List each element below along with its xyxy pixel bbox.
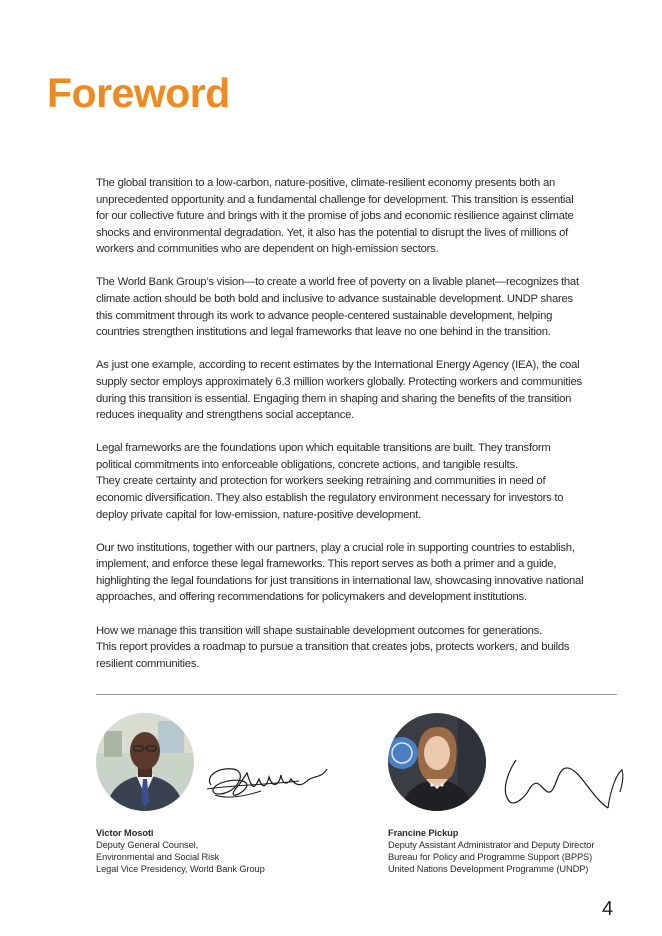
signatory-title-line: Legal Vice Presidency, World Bank Group: [96, 864, 265, 874]
paragraph-line: this commitment through its work to advance people-centered sustainable development, helping: [96, 309, 553, 322]
paragraph-line: They create certainty and protection for workers seeking retraining and communities in need of: [96, 475, 546, 488]
page-number: 4: [602, 898, 614, 920]
paragraph-line: countries strengthen institutions and legal frameworks that leave no one behind in the transition.: [96, 326, 551, 339]
signatory-name: Victor Mosoti: [96, 828, 154, 838]
paragraph-6: [96, 623, 620, 673]
paragraph-line: The global transition to a low-carbon, nature-positive, climate-resilient economy presents both an: [96, 177, 556, 189]
paragraph-line: shocks and environmental degradation. Yet, it also has the potential to disrupt the lives of millions of: [96, 226, 568, 239]
signatory-name: Francine Pickup: [388, 828, 459, 838]
section-divider: [96, 694, 617, 695]
paragraph-line: deploy private capital for low-emission, nature-positive development.: [96, 508, 421, 521]
victor-mosoti-portrait: [96, 713, 194, 811]
francine-pickup-portrait: [388, 713, 486, 811]
paragraph-line: This report provides a roadmap to pursue a transition that creates jobs, protects workers, and builds: [96, 641, 570, 654]
paragraph-line: Legal frameworks are the foundations upon which equitable transitions are built. They transform: [96, 442, 551, 455]
paragraph-line: implement, and enforce these legal frameworks. This report serves as both a primer and a guide,: [96, 558, 557, 571]
paragraph-line: reduces inequality and strengthens social acceptance.: [96, 409, 355, 422]
paragraph-line: How we manage this transition will shape sustainable development outcomes for generations.: [96, 624, 542, 637]
paragraph-line: political commitments into enforceable obligations, concrete actions, and tangible results.: [96, 458, 518, 471]
paragraph-1: [96, 175, 620, 258]
signatory-francine-pickup: [388, 827, 594, 875]
signatory-title-line: Deputy Assistant Administrator and Deputy Director: [388, 840, 595, 850]
page-title: Foreword: [47, 70, 230, 116]
paragraph-line: for our collective future and brings with it the promise of jobs and economic resilience against climate: [96, 210, 574, 223]
paragraph-line: climate action should be both bold and inclusive to advance sustainable development. UNDP shares: [96, 293, 573, 306]
paragraph-3: [96, 357, 620, 423]
paragraph-2: [96, 274, 620, 340]
victor-mosoti-signature: [203, 755, 335, 805]
paragraph-line: workers and communities who are dependent on high-emission sectors.: [96, 243, 439, 256]
signatory-title-line: Environmental and Social Risk: [96, 852, 220, 862]
paragraph-5: [96, 540, 620, 606]
paragraph-line: during this transition is essential. Engaging them in shaping and sharing the benefits of the transition: [96, 392, 572, 405]
francine-pickup-signature: [498, 752, 628, 812]
foreword-body: [96, 175, 620, 689]
paragraph-line: highlighting the legal foundations for just transitions in international law, showcasing innovative national: [96, 574, 584, 587]
paragraph-line: As just one example, according to recent estimates by the International Energy Agency (IEA), the coal: [96, 359, 580, 372]
paragraph-line: supply sector employs approximately 6.3 million workers globally. Protecting workers and communities: [96, 375, 582, 388]
paragraph-line: The World Bank Group’s vision—to create a world free of poverty on a livable planet—recognizes that: [96, 276, 579, 289]
signatory-title-line: Deputy General Counsel,: [96, 840, 199, 850]
paragraph-line: resilient communities.: [96, 657, 200, 670]
paragraph-line: Our two institutions, together with our partners, play a crucial role in supporting countries to establish,: [96, 541, 575, 554]
paragraph-line: economic diversification. They also establish the regulatory environment necessary for investors to: [96, 492, 564, 504]
paragraph-line: approaches, and offering recommendations for policymakers and development institutions.: [96, 591, 527, 604]
signatory-title-line: Bureau for Policy and Programme Support (BPPS): [388, 852, 593, 862]
signatory-victor-mosoti: [96, 827, 265, 875]
paragraph-line: unprecedented opportunity and a fundamental challenge for development. This transition is essential: [96, 193, 574, 206]
signatory-title-line: United Nations Development Programme (UNDP): [388, 864, 589, 874]
paragraph-4: [96, 440, 620, 523]
